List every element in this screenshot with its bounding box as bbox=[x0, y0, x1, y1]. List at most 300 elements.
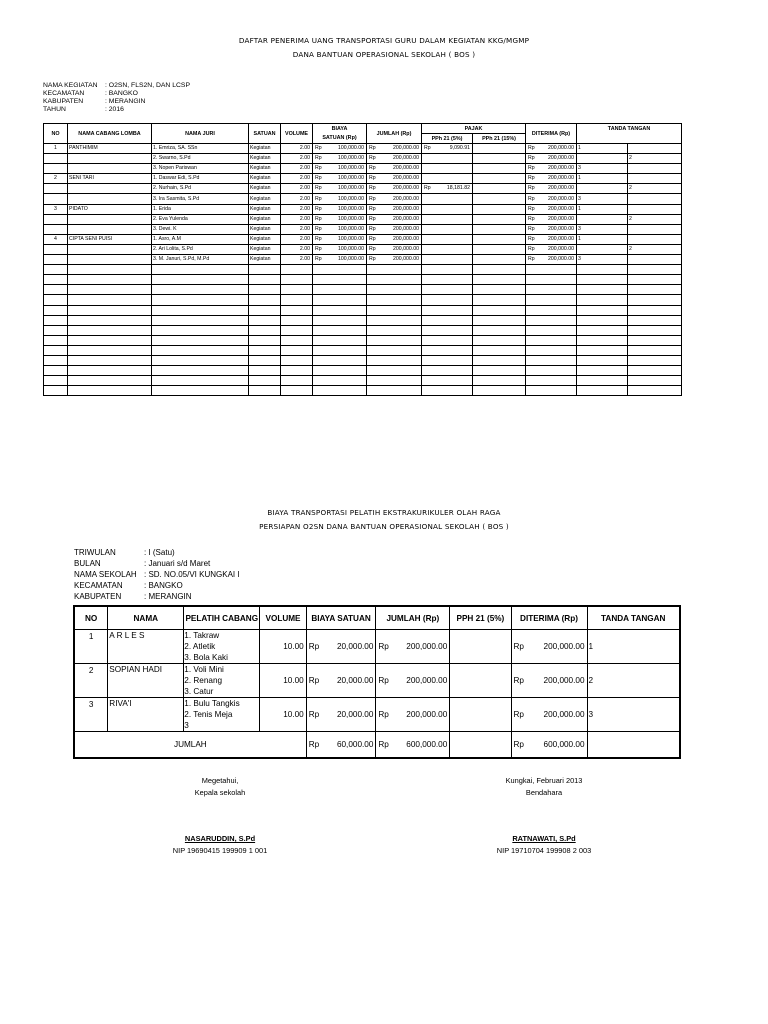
cell-nama: RIVA'I bbox=[108, 698, 184, 732]
cell-empty bbox=[473, 325, 526, 335]
cell-empty bbox=[577, 295, 628, 305]
cell-pph15 bbox=[473, 184, 526, 194]
info-key: TAHUN bbox=[43, 106, 66, 113]
cell-cabang bbox=[68, 244, 152, 254]
cell-empty bbox=[44, 355, 68, 365]
cell-jumlah: Rp 200,000.00 bbox=[367, 194, 422, 204]
info-key: NAMA SEKOLAH bbox=[74, 570, 137, 579]
info-value: : I (Satu) bbox=[144, 548, 175, 557]
cell-empty bbox=[628, 345, 682, 355]
t2-header-no: NO bbox=[74, 606, 108, 630]
header-juri: NAMA JURI bbox=[152, 124, 249, 144]
cell-empty bbox=[152, 366, 249, 376]
cell-diterima: Rp 200,000.00 bbox=[511, 664, 587, 698]
info-row bbox=[74, 580, 240, 591]
cell-empty bbox=[367, 275, 422, 285]
cell-diterima: Rp 200,000.00 bbox=[526, 164, 577, 174]
cell-no bbox=[44, 244, 68, 254]
table-row-empty bbox=[44, 285, 682, 295]
cell-cabang bbox=[68, 194, 152, 204]
cell-biaya: Rp 100,000.00 bbox=[313, 164, 367, 174]
info-value: : 2016 bbox=[105, 106, 124, 113]
cell-ttd: 1 bbox=[577, 234, 628, 244]
cell-empty bbox=[249, 325, 281, 335]
cell-satuan: Kegiatan bbox=[249, 174, 281, 184]
cell-pph5: Rp 9,090.91 bbox=[422, 144, 473, 154]
header-biaya: BIAYA bbox=[313, 124, 367, 134]
cell-biaya: Rp 100,000.00 bbox=[313, 184, 367, 194]
cell-empty bbox=[526, 335, 577, 345]
cell-volume: 10.00 bbox=[260, 664, 306, 698]
cell-empty bbox=[422, 366, 473, 376]
cell-jumlah: Rp 200,000.00 bbox=[367, 255, 422, 265]
cell-empty bbox=[577, 355, 628, 365]
table-row bbox=[44, 255, 682, 265]
cell-biaya: Rp 100,000.00 bbox=[313, 144, 367, 154]
cell-ttd2 bbox=[628, 194, 682, 204]
cell-satuan: Kegiatan bbox=[249, 154, 281, 164]
t2-total-jumlah: Rp 600,000.00 bbox=[376, 732, 450, 758]
cell-biaya: Rp 100,000.00 bbox=[313, 154, 367, 164]
cell-empty bbox=[526, 285, 577, 295]
cell-empty bbox=[281, 315, 313, 325]
cell-empty bbox=[313, 295, 367, 305]
cell-empty bbox=[44, 265, 68, 275]
table-row-empty bbox=[44, 345, 682, 355]
cell-ttd: 3 bbox=[587, 698, 680, 732]
cell-volume: 2.00 bbox=[281, 184, 313, 194]
cell-ttd: 3 bbox=[577, 224, 628, 234]
sig-right-name: RATNAWATI, S.Pd bbox=[512, 834, 576, 843]
cell-ttd: 1 bbox=[577, 144, 628, 154]
cell-volume: 10.00 bbox=[260, 630, 306, 664]
doc2-pelatih-table bbox=[73, 605, 681, 759]
cell-diterima: Rp 200,000.00 bbox=[526, 214, 577, 224]
cell-empty bbox=[577, 305, 628, 315]
t2-total-pph bbox=[450, 732, 511, 758]
table-row bbox=[44, 234, 682, 244]
cell-empty bbox=[526, 265, 577, 275]
t2-header-biaya: BIAYA SATUAN bbox=[306, 606, 376, 630]
cabang-item: 2. Atletik bbox=[184, 642, 216, 651]
cell-jumlah: Rp 200,000.00 bbox=[367, 224, 422, 234]
info-row bbox=[43, 98, 190, 106]
cell-empty bbox=[422, 305, 473, 315]
table-row-empty bbox=[44, 265, 682, 275]
cell-ttd: 2 bbox=[587, 664, 680, 698]
cell-juri: 1. Daswar Edi, S.Pd bbox=[152, 174, 249, 184]
cell-empty bbox=[628, 305, 682, 315]
cell-cabang bbox=[184, 698, 260, 732]
cell-cabang bbox=[184, 630, 260, 664]
cell-pph15 bbox=[473, 255, 526, 265]
cell-biaya: Rp 100,000.00 bbox=[313, 204, 367, 214]
cell-empty bbox=[249, 335, 281, 345]
cell-no bbox=[44, 184, 68, 194]
cell-cabang bbox=[68, 164, 152, 174]
cell-juri: 1. Erida bbox=[152, 204, 249, 214]
cell-empty bbox=[44, 345, 68, 355]
cell-empty bbox=[422, 315, 473, 325]
cell-empty bbox=[249, 265, 281, 275]
cell-diterima: Rp 200,000.00 bbox=[526, 154, 577, 164]
cell-empty bbox=[68, 295, 152, 305]
cell-juri: 3. Nopen Pariswan bbox=[152, 164, 249, 174]
cell-volume: 2.00 bbox=[281, 244, 313, 254]
cell-empty bbox=[281, 335, 313, 345]
cell-ttd bbox=[577, 214, 628, 224]
t2-header-ttd: TANDA TANGAN bbox=[587, 606, 680, 630]
cell-diterima: Rp 200,000.00 bbox=[526, 234, 577, 244]
cell-empty bbox=[249, 295, 281, 305]
cell-empty bbox=[44, 275, 68, 285]
cell-no: 4 bbox=[44, 234, 68, 244]
cell-ttd2 bbox=[628, 164, 682, 174]
cell-pph15 bbox=[473, 154, 526, 164]
cell-empty bbox=[249, 315, 281, 325]
cell-empty bbox=[367, 345, 422, 355]
cell-juri: 3. Dewi. K bbox=[152, 224, 249, 234]
cell-ttd: 1 bbox=[577, 174, 628, 184]
table-row bbox=[74, 630, 680, 664]
cell-empty bbox=[367, 315, 422, 325]
cell-ttd2: 2 bbox=[628, 214, 682, 224]
cell-pph15 bbox=[473, 244, 526, 254]
cell-satuan: Kegiatan bbox=[249, 224, 281, 234]
cell-empty bbox=[68, 285, 152, 295]
header-biaya-sub: SATUAN (Rp) bbox=[313, 134, 367, 144]
cell-satuan: Kegiatan bbox=[249, 184, 281, 194]
table-row-empty bbox=[44, 325, 682, 335]
cell-empty bbox=[473, 376, 526, 386]
cell-empty bbox=[367, 355, 422, 365]
cell-empty bbox=[152, 295, 249, 305]
cell-empty bbox=[68, 335, 152, 345]
table-row bbox=[44, 184, 682, 194]
header-satuan: SATUAN bbox=[249, 124, 281, 144]
cell-no: 2 bbox=[74, 664, 108, 698]
cell-empty bbox=[68, 366, 152, 376]
cell-empty bbox=[367, 335, 422, 345]
cell-ttd2 bbox=[628, 255, 682, 265]
sig-right-nip: NIP 19710704 199908 2 003 bbox=[496, 846, 592, 855]
cell-biaya: Rp 100,000.00 bbox=[313, 244, 367, 254]
cell-volume: 2.00 bbox=[281, 224, 313, 234]
sig-left-line1: Megetahui, bbox=[201, 776, 239, 785]
cell-juri: 2. Swarno, S.Pd bbox=[152, 154, 249, 164]
cell-empty bbox=[68, 265, 152, 275]
cell-empty bbox=[313, 305, 367, 315]
cell-biaya: Rp 20,000.00 bbox=[306, 630, 376, 664]
cell-empty bbox=[526, 295, 577, 305]
cell-ttd2 bbox=[628, 204, 682, 214]
cell-empty bbox=[473, 315, 526, 325]
table-row-empty bbox=[44, 295, 682, 305]
info-row bbox=[74, 569, 240, 580]
cell-no: 2 bbox=[44, 174, 68, 184]
cell-biaya: Rp 100,000.00 bbox=[313, 214, 367, 224]
cell-juri: 3. M. Januri, S.Pd, M.Pd bbox=[152, 255, 249, 265]
header-jumlah: JUMLAH (Rp) bbox=[367, 124, 422, 144]
cell-empty bbox=[422, 275, 473, 285]
cell-empty bbox=[577, 366, 628, 376]
cell-jumlah: Rp 200,000.00 bbox=[367, 244, 422, 254]
cell-empty bbox=[152, 355, 249, 365]
cell-empty bbox=[44, 305, 68, 315]
cell-cabang bbox=[68, 214, 152, 224]
t2-header-pelatih: PELATIH CABANG bbox=[184, 606, 260, 630]
cell-empty bbox=[473, 335, 526, 345]
cell-jumlah: Rp 200,000.00 bbox=[367, 204, 422, 214]
cell-empty bbox=[68, 315, 152, 325]
cell-pph15 bbox=[473, 144, 526, 154]
cabang-item: 3 bbox=[184, 721, 189, 730]
cell-pph15 bbox=[473, 174, 526, 184]
cell-volume: 2.00 bbox=[281, 234, 313, 244]
cabang-item: 3. Catur bbox=[184, 687, 214, 696]
cell-empty bbox=[473, 355, 526, 365]
table-row bbox=[44, 144, 682, 154]
cell-empty bbox=[526, 325, 577, 335]
cell-empty bbox=[422, 345, 473, 355]
cell-cabang bbox=[68, 255, 152, 265]
cell-empty bbox=[249, 355, 281, 365]
cell-empty bbox=[313, 366, 367, 376]
cell-diterima: Rp 200,000.00 bbox=[526, 244, 577, 254]
header-tanda-tangan: TANDA TANGAN bbox=[577, 124, 682, 144]
doc2-info-block bbox=[74, 547, 240, 602]
cell-empty bbox=[577, 315, 628, 325]
signature-right bbox=[472, 775, 616, 857]
cell-empty bbox=[152, 285, 249, 295]
cell-cabang bbox=[68, 154, 152, 164]
cell-jumlah: Rp 200,000.00 bbox=[367, 164, 422, 174]
table-row-empty bbox=[44, 335, 682, 345]
info-value: : O2SN, FLS2N, DAN LCSP bbox=[105, 82, 190, 89]
cell-empty bbox=[526, 376, 577, 386]
cell-satuan: Kegiatan bbox=[249, 144, 281, 154]
cell-empty bbox=[281, 275, 313, 285]
table-row bbox=[44, 214, 682, 224]
cell-empty bbox=[249, 275, 281, 285]
cell-no bbox=[44, 224, 68, 234]
cell-volume: 2.00 bbox=[281, 154, 313, 164]
doc1-title-line1: DAFTAR PENERIMA UANG TRANSPORTASI GURU DALAM KEGIATAN KKG/MGMP bbox=[238, 36, 530, 45]
cell-volume: 10.00 bbox=[260, 698, 306, 732]
cell-pph bbox=[450, 664, 511, 698]
cell-empty bbox=[628, 376, 682, 386]
cell-empty bbox=[367, 305, 422, 315]
cell-empty bbox=[577, 386, 628, 396]
cell-empty bbox=[68, 355, 152, 365]
cell-empty bbox=[152, 376, 249, 386]
cell-empty bbox=[152, 345, 249, 355]
cell-pph5 bbox=[422, 224, 473, 234]
cell-volume: 2.00 bbox=[281, 164, 313, 174]
cell-empty bbox=[68, 275, 152, 285]
header-pajak: PAJAK bbox=[422, 124, 526, 134]
cell-pph5: Rp 18,181.82 bbox=[422, 184, 473, 194]
cell-empty bbox=[152, 305, 249, 315]
table-row-empty bbox=[44, 355, 682, 365]
cell-empty bbox=[249, 305, 281, 315]
cell-biaya: Rp 100,000.00 bbox=[313, 234, 367, 244]
cell-ttd bbox=[577, 184, 628, 194]
cell-empty bbox=[313, 335, 367, 345]
cell-empty bbox=[628, 335, 682, 345]
cell-empty bbox=[526, 275, 577, 285]
cell-diterima: Rp 200,000.00 bbox=[526, 204, 577, 214]
cell-pph bbox=[450, 630, 511, 664]
cell-empty bbox=[281, 345, 313, 355]
cell-empty bbox=[152, 265, 249, 275]
cell-pph5 bbox=[422, 255, 473, 265]
cell-juri: 3. Ira Sasmita, S.Pd bbox=[152, 194, 249, 204]
cell-cabang: SENI TARI bbox=[68, 174, 152, 184]
cell-ttd2: 2 bbox=[628, 184, 682, 194]
info-value: : Januari s/d Maret bbox=[144, 559, 211, 568]
info-row bbox=[74, 591, 240, 602]
cell-empty bbox=[68, 376, 152, 386]
cell-cabang: CIPTA SENI PUISI bbox=[68, 234, 152, 244]
cell-empty bbox=[367, 376, 422, 386]
doc1-title-line2: DANA BANTUAN OPERASIONAL SEKOLAH ( BOS ) bbox=[292, 50, 476, 59]
cell-biaya: Rp 100,000.00 bbox=[313, 194, 367, 204]
cell-empty bbox=[628, 366, 682, 376]
info-row bbox=[43, 82, 190, 90]
table-row-empty bbox=[44, 376, 682, 386]
cell-empty bbox=[44, 335, 68, 345]
info-value: : MERANGIN bbox=[144, 592, 192, 601]
cell-volume: 2.00 bbox=[281, 204, 313, 214]
cell-diterima: Rp 200,000.00 bbox=[526, 144, 577, 154]
cell-nama: A R L E S bbox=[108, 630, 184, 664]
cell-satuan: Kegiatan bbox=[249, 234, 281, 244]
cell-empty bbox=[628, 265, 682, 275]
cell-cabang: PANTHIMIM bbox=[68, 144, 152, 154]
doc1-info-block bbox=[43, 82, 190, 114]
cell-jumlah: Rp 200,000.00 bbox=[367, 184, 422, 194]
cell-ttd: 1 bbox=[587, 630, 680, 664]
cell-pph15 bbox=[473, 234, 526, 244]
cell-empty bbox=[422, 355, 473, 365]
info-row bbox=[43, 106, 190, 114]
cell-empty bbox=[577, 285, 628, 295]
cell-diterima: Rp 200,000.00 bbox=[511, 698, 587, 732]
cell-nama: SOPIAN HADI bbox=[108, 664, 184, 698]
cell-jumlah: Rp 200,000.00 bbox=[367, 174, 422, 184]
cell-juri: 2. Nurhain, S.Pd bbox=[152, 184, 249, 194]
cell-empty bbox=[281, 355, 313, 365]
t2-total-ttd bbox=[587, 732, 680, 758]
cell-no: 3 bbox=[44, 204, 68, 214]
cell-empty bbox=[152, 315, 249, 325]
cell-pph5 bbox=[422, 204, 473, 214]
info-key: NAMA KEGIATAN bbox=[43, 82, 98, 89]
cell-pph5 bbox=[422, 234, 473, 244]
cell-ttd bbox=[577, 154, 628, 164]
cell-empty bbox=[473, 265, 526, 275]
cell-no bbox=[44, 154, 68, 164]
cell-empty bbox=[628, 285, 682, 295]
cell-empty bbox=[367, 285, 422, 295]
info-key: BULAN bbox=[74, 559, 101, 568]
table-row bbox=[44, 224, 682, 234]
cell-empty bbox=[68, 325, 152, 335]
cell-juri: 1. Emriza, SA. SSn bbox=[152, 144, 249, 154]
cell-jumlah: Rp 200,000.00 bbox=[367, 214, 422, 224]
cell-no bbox=[44, 164, 68, 174]
cell-empty bbox=[367, 295, 422, 305]
cell-empty bbox=[526, 355, 577, 365]
cell-ttd2 bbox=[628, 174, 682, 184]
info-key: KECAMATAN bbox=[74, 581, 123, 590]
cell-empty bbox=[473, 345, 526, 355]
cell-empty bbox=[526, 386, 577, 396]
cell-no: 1 bbox=[74, 630, 108, 664]
cell-empty bbox=[44, 315, 68, 325]
cell-empty bbox=[313, 376, 367, 386]
cell-empty bbox=[313, 275, 367, 285]
cell-empty bbox=[313, 315, 367, 325]
cell-ttd: 1 bbox=[577, 204, 628, 214]
cell-biaya: Rp 20,000.00 bbox=[306, 664, 376, 698]
cell-empty bbox=[473, 386, 526, 396]
doc1-transport-table bbox=[43, 123, 682, 396]
cell-ttd: 3 bbox=[577, 194, 628, 204]
cell-volume: 2.00 bbox=[281, 174, 313, 184]
cell-jumlah: Rp 200,000.00 bbox=[367, 154, 422, 164]
cabang-item: 1. Takraw bbox=[184, 631, 220, 640]
cell-empty bbox=[526, 315, 577, 325]
cell-empty bbox=[68, 386, 152, 396]
t2-header-diterima: DITERIMA (Rp) bbox=[511, 606, 587, 630]
cell-pph5 bbox=[422, 244, 473, 254]
cell-empty bbox=[628, 325, 682, 335]
cell-empty bbox=[422, 376, 473, 386]
cell-empty bbox=[44, 325, 68, 335]
cell-empty bbox=[473, 285, 526, 295]
cell-empty bbox=[577, 335, 628, 345]
info-value: : MERANGIN bbox=[105, 98, 146, 105]
cell-empty bbox=[249, 345, 281, 355]
table-row-empty bbox=[44, 275, 682, 285]
cell-empty bbox=[152, 275, 249, 285]
cell-empty bbox=[473, 366, 526, 376]
cell-empty bbox=[526, 366, 577, 376]
header-diterima: DITERIMA (Rp) bbox=[526, 124, 577, 144]
cell-pph15 bbox=[473, 204, 526, 214]
cell-cabang bbox=[68, 224, 152, 234]
cell-empty bbox=[367, 386, 422, 396]
info-key: KABUPATEN bbox=[43, 98, 84, 105]
table-row-empty bbox=[44, 366, 682, 376]
t2-total-diterima: Rp 600,000.00 bbox=[511, 732, 587, 758]
info-row bbox=[74, 558, 240, 569]
cell-empty bbox=[281, 295, 313, 305]
cell-empty bbox=[313, 355, 367, 365]
cell-no bbox=[44, 214, 68, 224]
cell-pph15 bbox=[473, 164, 526, 174]
cell-juri: 2. Ari Lolita, S.Pd bbox=[152, 244, 249, 254]
cell-empty bbox=[152, 325, 249, 335]
cell-empty bbox=[628, 355, 682, 365]
cell-empty bbox=[628, 295, 682, 305]
cell-empty bbox=[422, 325, 473, 335]
cell-ttd2 bbox=[628, 224, 682, 234]
cell-no bbox=[44, 194, 68, 204]
cell-satuan: Kegiatan bbox=[249, 255, 281, 265]
